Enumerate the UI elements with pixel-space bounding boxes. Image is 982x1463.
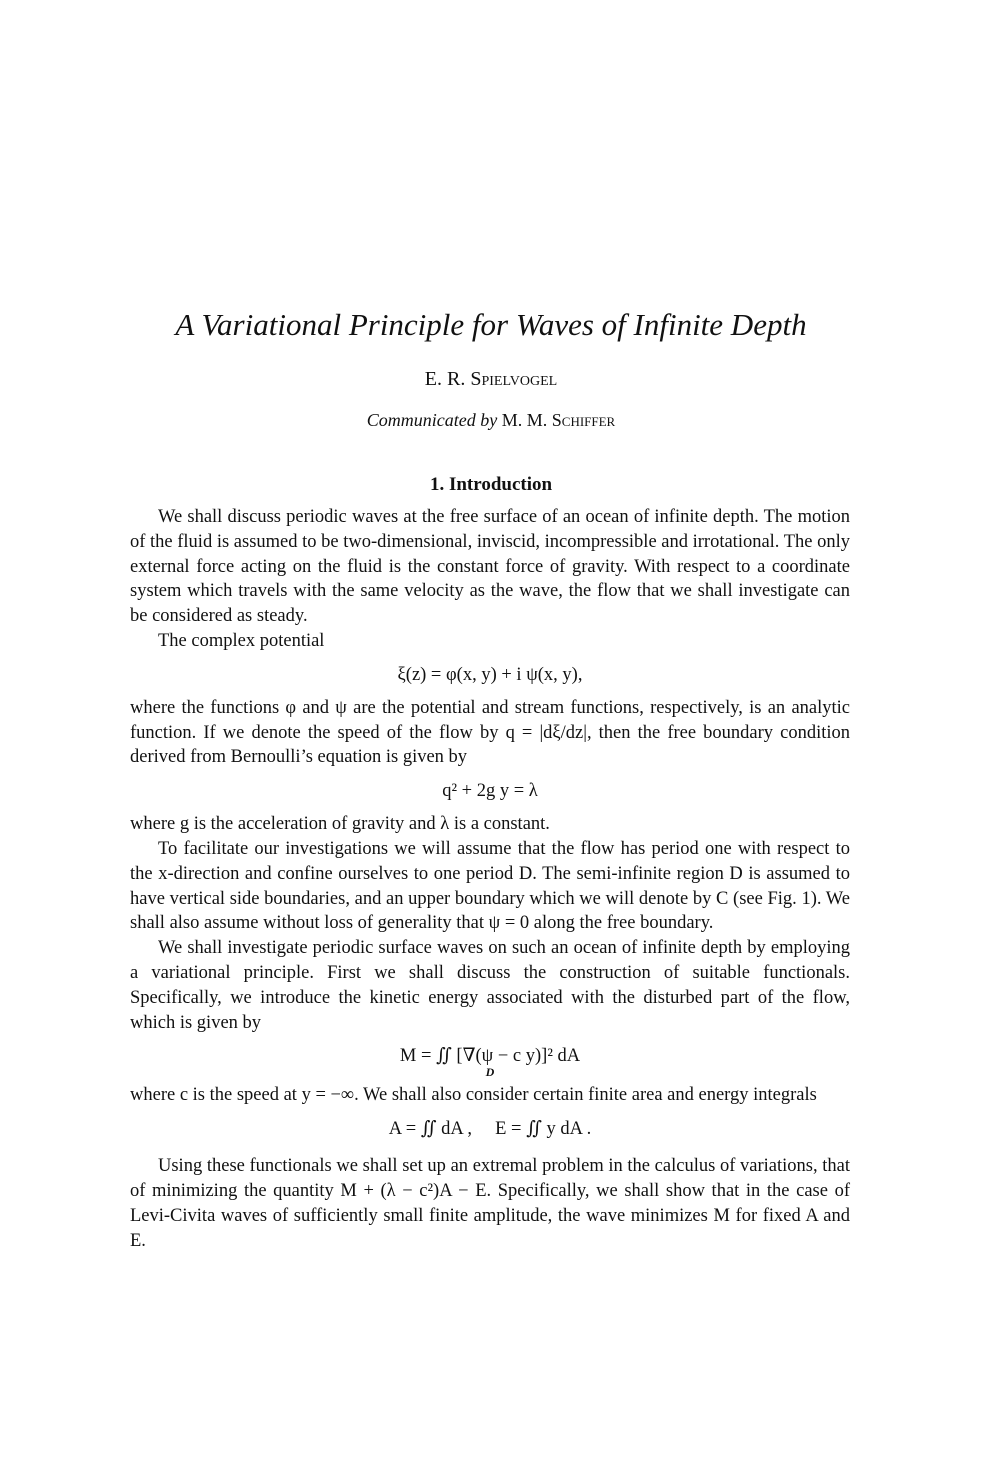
equation-kinetic-energy — [130, 1043, 850, 1080]
paragraph-7: where c is the speed at y = −∞. We shall also consider certain finite area and energy integrals — [130, 1085, 817, 1106]
paragraph-8: Using these functionals we shall set up an extremal problem in the calculus of variations, that of minimizing the quantity M + (λ − c²)A − E. Specifically, we shall show that in the case of Levi-Civita waves of sufficiently small finite amplitude, the wave minimizes M for fixed A and E. — [130, 1156, 850, 1251]
body-text — [130, 505, 850, 1253]
equation-bernoulli: q² + 2g y = λ — [442, 781, 538, 802]
integration-domain: D — [485, 1065, 495, 1080]
paragraph-5: To facilitate our investigations we will assume that the flow has period one with respect to the x-direction and confine ourselves to one period D. The semi-infinite region D is assumed to have vertical side boundaries, and an upper boundary which we will denote by C (see Fig. 1). We shall also assume without loss of generality that ψ = 0 along the free boundary. — [130, 838, 850, 934]
communicator-name: M. M. Schiffer — [501, 410, 616, 430]
kinetic-energy-expression — [399, 1043, 581, 1080]
paragraph-4: where g is the acceleration of gravity and λ is a constant. — [130, 814, 550, 835]
paper-title: A Variational Principle for Waves of Infinite Depth — [175, 307, 807, 342]
paragraph-1: We shall discuss periodic waves at the free surface of an ocean of infinite depth. The motion of the fluid is assumed to be two-dimensional, inviscid, incompressible and irrotational. The only external force acting on the fluid is the constant force of gravity. With respect to a coordinate system which travels with the same velocity as the wave, the flow that we shall investigate can be considered as steady. — [130, 507, 851, 627]
equation-area-energy: A = ∬ dA , E = ∬ y dA . — [388, 1119, 592, 1140]
equation-complex-potential: ξ(z) = φ(x, y) + i ψ(x, y), — [397, 664, 583, 685]
paragraph-3: where the functions φ and ψ are the potential and stream functions, respectively, is an analytic function. If we denote the speed of the flow by q = |dξ/dz|, then the free boundary condition derived from Bernoulli’s equation is given by — [130, 697, 850, 768]
section-heading: 1. Introduction — [429, 474, 553, 495]
author-name: E. R. Spielvogel — [424, 368, 558, 390]
communicated-prefix: Communicated by — [366, 410, 498, 430]
communicated-line — [0, 408, 982, 432]
paragraph-2: The complex potential — [158, 630, 325, 651]
paragraph-6: We shall investigate periodic surface waves on such an ocean of infinite depth by employing a variational principle. First we shall discuss the construction of suitable functionals. Specifically, we introduce the kinetic energy associated with the disturbed part of the flow, which is given by — [130, 938, 850, 1033]
kinetic-energy-formula: M = ∬ [∇(ψ − c y)]² dA — [399, 1046, 581, 1067]
